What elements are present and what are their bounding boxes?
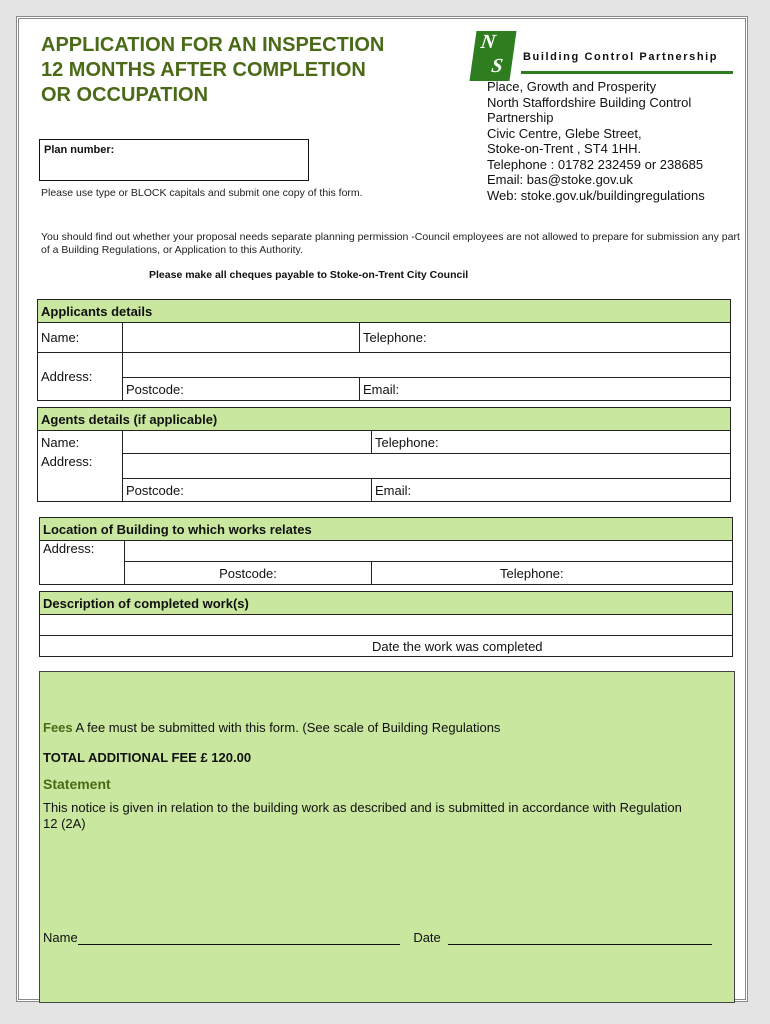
agent-name-label: Name: (38, 431, 123, 454)
applicants-heading: Applicants details (38, 300, 731, 323)
title-line-1: APPLICATION FOR AN INSPECTION (41, 34, 385, 56)
agents-heading: Agents details (if applicable) (38, 408, 731, 431)
address-line: Email: bas@stoke.gov.uk (487, 172, 633, 187)
applicant-telephone-field[interactable] (360, 323, 731, 353)
applicant-email-label: Email: (363, 381, 400, 397)
fees-statement-panel (39, 671, 735, 1003)
location-address-label: Address: (40, 541, 125, 585)
address-line: Civic Centre, Glebe Street, (487, 125, 642, 141)
title-line-2: 12 MONTHS AFTER COMPLETION (41, 59, 366, 81)
agent-email-label: Email: (375, 482, 412, 498)
location-postcode-field[interactable] (125, 562, 372, 585)
signature-date-label: Date (413, 930, 441, 945)
cheque-note: Please make all cheques payable to Stoke-on-Trent City Council (149, 269, 469, 281)
planning-note: You should find out whether your proposal needs separate planning permission -Council employees are not allowed to prepare for submission any part of a Building Regulations, or Application to this Authority. (41, 231, 740, 256)
agent-postcode-field[interactable] (123, 479, 372, 502)
location-heading: Location of Building to which works relates (40, 518, 733, 541)
applicant-postcode-field[interactable] (123, 378, 360, 401)
location-postcode-label: Postcode: (219, 565, 277, 581)
signature-date-field[interactable] (448, 944, 712, 945)
logo-underline (521, 71, 733, 74)
description-heading: Description of completed work(s) (40, 592, 733, 615)
fees-text: A fee must be submitted with this form. (See scale of Building Regulations (75, 720, 501, 735)
applicant-name-field[interactable] (123, 323, 360, 353)
block-capitals-note: Please use type or BLOCK capitals and submit one copy of this form. (41, 187, 363, 199)
description-table (39, 591, 733, 657)
fees-label: Fees (43, 720, 73, 735)
signature-name-label: Name (43, 930, 78, 945)
ns-logo-mark (469, 31, 516, 81)
plan-number-field[interactable] (39, 139, 309, 181)
ns-logo (473, 27, 735, 87)
logo-letter-n: N (479, 31, 497, 53)
location-address-field[interactable] (125, 541, 733, 562)
location-telephone-field[interactable] (372, 562, 733, 585)
title-line-3: OR OCCUPATION (41, 84, 209, 106)
fees-line (43, 720, 500, 735)
agent-name-field[interactable] (123, 431, 372, 454)
applicant-telephone-label: Telephone: (363, 330, 427, 345)
logo-text: Building Control Partnership (523, 51, 719, 63)
location-telephone-label: Telephone: (500, 565, 564, 581)
applicant-postcode-label: Postcode: (126, 381, 184, 397)
applicant-name-label: Name: (38, 323, 123, 353)
applicants-table (37, 299, 731, 401)
office-address (487, 79, 705, 203)
agent-postcode-label: Postcode: (126, 482, 184, 498)
signature-row (43, 930, 712, 945)
address-line: Partnership (487, 110, 554, 125)
agents-table (37, 407, 731, 502)
description-field[interactable] (40, 615, 733, 636)
logo-letter-s: S (490, 55, 505, 77)
plan-number-label: Plan number: (44, 144, 115, 156)
statement-label: Statement (43, 776, 111, 792)
address-line: Place, Growth and Prosperity (487, 79, 657, 94)
form-page (16, 16, 748, 1002)
form-title (41, 33, 461, 108)
agent-address-label: Address: (38, 454, 123, 502)
address-line: North Staffordshire Building Control (487, 94, 692, 110)
address-line: Stoke-on-Trent , ST4 1HH. (487, 141, 642, 156)
agent-telephone-label: Telephone: (375, 434, 439, 450)
address-line: Web: stoke.gov.uk/buildingregulations (487, 187, 705, 203)
completion-date-label: Date the work was completed (372, 638, 543, 654)
location-table (39, 517, 733, 585)
applicant-address-field[interactable] (123, 353, 731, 378)
total-fee: TOTAL ADDITIONAL FEE £ 120.00 (43, 750, 252, 765)
agent-address-field[interactable] (123, 454, 731, 479)
statement-text: This notice is given in relation to the building work as described and is submitted in accordance with Regulation 12 (2A) (43, 800, 682, 831)
applicant-email-field[interactable] (360, 378, 731, 401)
address-line: Telephone : 01782 232459 or 238685 (487, 156, 704, 172)
completion-date-field[interactable] (40, 636, 733, 657)
agent-email-field[interactable] (372, 479, 731, 502)
agent-telephone-field[interactable] (372, 431, 731, 454)
applicant-address-label: Address: (38, 353, 123, 401)
signature-name-field[interactable] (78, 944, 400, 945)
